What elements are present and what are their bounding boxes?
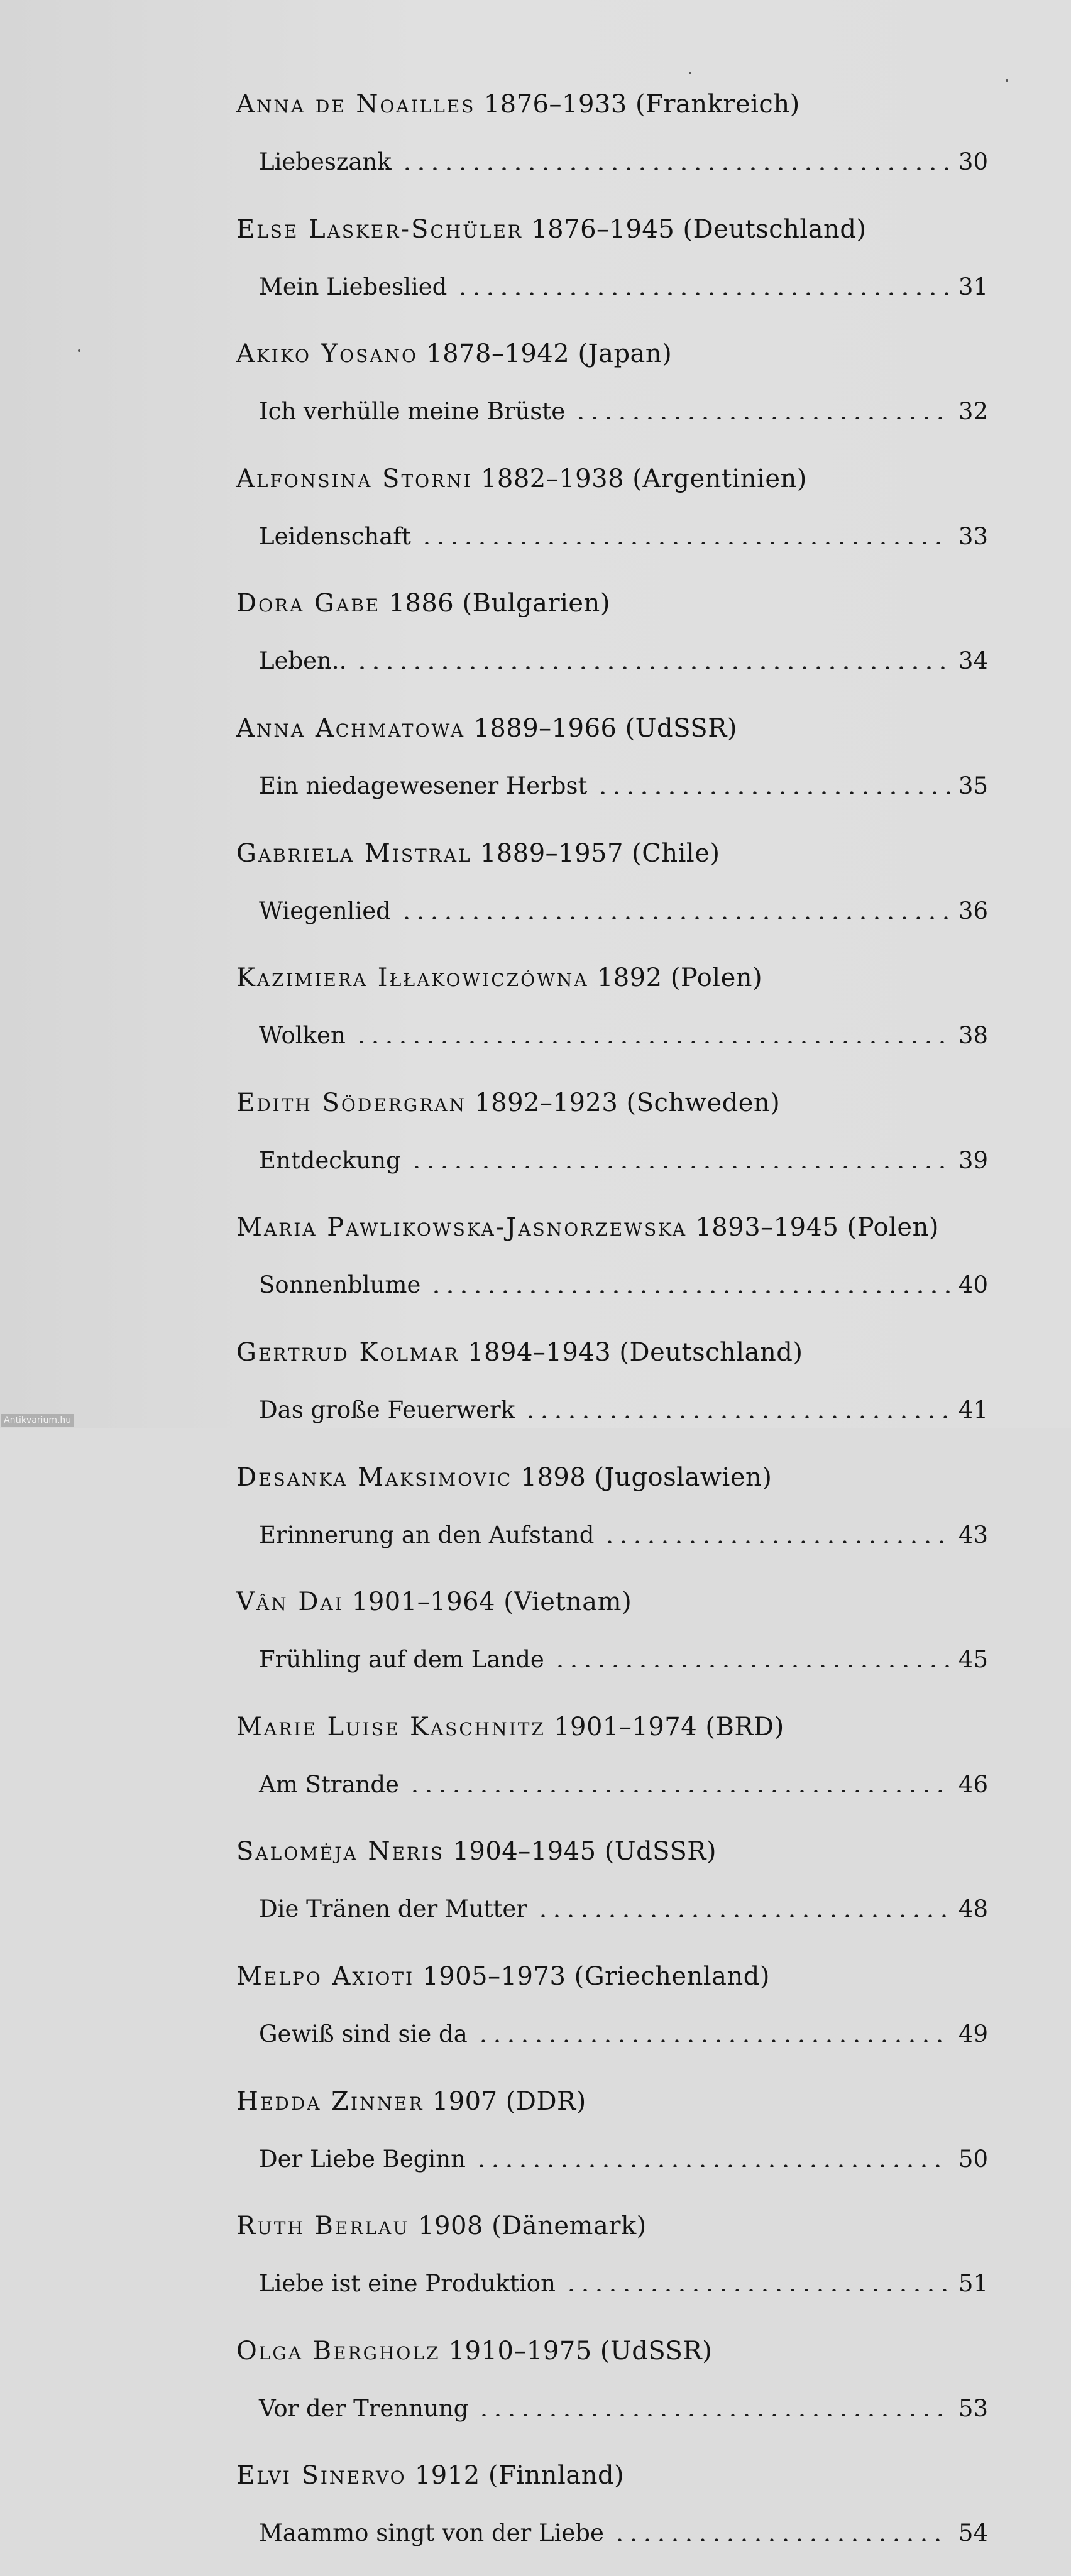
author-info: 1892–1923 (Schweden) [475, 1088, 781, 1117]
toc-entry [236, 1577, 988, 1702]
poem-title: Ich verhülle meine Brüste [259, 398, 566, 425]
poem-line[interactable] [236, 2264, 988, 2326]
paper-speck [78, 349, 80, 352]
author-info: 1892 (Polen) [596, 963, 763, 993]
poem-title: Die Tränen der Mutter [259, 1895, 527, 1923]
page-number: 33 [958, 522, 988, 550]
author-line [236, 1827, 988, 1889]
dot-leader [355, 644, 950, 669]
poem-title: Liebe ist eine Produktion [259, 2270, 556, 2298]
poem-line[interactable] [236, 2389, 988, 2451]
poem-title: Am Strande [259, 1770, 399, 1798]
poem-line[interactable] [236, 2513, 988, 2575]
dot-leader [475, 2142, 950, 2167]
author-name: Kazimiera Iłłakowiczówna [236, 963, 589, 993]
poem-title: Entdeckung [259, 1146, 401, 1174]
dot-leader [408, 1767, 950, 1792]
page-number: 51 [958, 2270, 988, 2298]
page-number: 31 [958, 273, 988, 300]
author-name: Anna Achmatowa [236, 713, 466, 743]
poem-line[interactable] [236, 1390, 988, 1452]
toc-entry [236, 579, 988, 704]
author-info: 1882–1938 (Argentinien) [480, 464, 807, 493]
poem-title: Mein Liebeslied [259, 273, 448, 300]
toc-entry [236, 704, 988, 829]
dot-leader [410, 1143, 950, 1168]
toc-entry [236, 2201, 988, 2327]
author-name: Hedda Zinner [236, 2086, 424, 2116]
author-info: 1901–1964 (Vietnam) [351, 1587, 632, 1617]
page-number: 41 [958, 1396, 988, 1423]
author-info: 1912 (Finnland) [414, 2461, 625, 2491]
poem-line[interactable] [236, 267, 988, 329]
poem-title: Liebeszank [259, 148, 392, 175]
page-number: 38 [958, 1022, 988, 1050]
toc-entry [236, 829, 988, 954]
author-line [236, 2327, 988, 2389]
dot-leader [613, 2516, 950, 2541]
dot-leader [553, 1642, 950, 1667]
dot-leader [536, 1892, 950, 1917]
poem-title: Ein niedagewesener Herbst [259, 772, 588, 799]
page-number: 43 [958, 1521, 988, 1548]
author-name: Ruth Berlau [236, 2212, 410, 2241]
author-line [236, 80, 988, 142]
poem-title: Wolken [259, 1022, 346, 1050]
author-name: Vân Dai [236, 1587, 344, 1617]
paper-speck [689, 72, 691, 74]
poem-title: Erinnerung an den Aufstand [259, 1521, 595, 1548]
dot-leader [603, 1518, 950, 1543]
author-line [236, 1203, 988, 1265]
page-number: 46 [958, 1770, 988, 1798]
paper-speck [1006, 79, 1008, 82]
toc-entry [236, 329, 988, 454]
poem-title: Frühling auf dem Lande [259, 1646, 544, 1674]
toc-entry [236, 1952, 988, 2077]
page-number: 48 [958, 1895, 988, 1923]
dot-leader [354, 1018, 950, 1043]
poem-line[interactable] [236, 1141, 988, 1203]
page-number: 45 [958, 1646, 988, 1674]
poem-line[interactable] [236, 641, 988, 703]
dot-leader [574, 394, 950, 419]
dot-leader [596, 769, 950, 794]
poem-line[interactable] [236, 142, 988, 204]
author-line [236, 205, 988, 267]
author-info: 1889–1966 (UdSSR) [473, 713, 737, 743]
author-line [236, 329, 988, 392]
toc-entry [236, 2327, 988, 2452]
poem-line[interactable] [236, 1515, 988, 1577]
toc-entry [236, 205, 988, 330]
author-name: Melpo Axioti [236, 1961, 415, 1991]
poem-line[interactable] [236, 2139, 988, 2201]
poem-title: Leben.. [259, 647, 347, 675]
author-info: 1878–1942 (Japan) [426, 339, 673, 369]
poem-line[interactable] [236, 1265, 988, 1327]
author-info: 1876–1933 (Frankreich) [483, 90, 800, 119]
page-number: 32 [958, 398, 988, 425]
author-name: Dora Gabe [236, 589, 381, 618]
poem-title: Wiegenlied [259, 897, 391, 924]
author-info: 1908 (Dänemark) [418, 2212, 647, 2241]
author-line [236, 1453, 988, 1515]
page-number: 39 [958, 1146, 988, 1174]
author-name: Salomėja Neris [236, 1837, 445, 1866]
dot-leader [524, 1393, 950, 1418]
author-name: Anna de Noailles [236, 90, 476, 119]
toc-entry [236, 80, 988, 205]
dot-leader [400, 145, 950, 170]
author-name: Maria Pawlikowska-Jasnorzewska [236, 1213, 688, 1242]
author-info: 1904–1945 (UdSSR) [453, 1837, 717, 1866]
author-name: Elvi Sinervo [236, 2461, 407, 2491]
author-name: Marie Luise Kaschnitz [236, 1712, 546, 1741]
author-line [236, 1577, 988, 1640]
author-name: Gertrud Kolmar [236, 1337, 459, 1367]
author-name: Desanka Maksimovic [236, 1462, 513, 1492]
table-of-contents [236, 80, 988, 2576]
poem-line[interactable] [236, 891, 988, 953]
author-name: Else Lasker-Schüler [236, 214, 524, 244]
poem-line[interactable] [236, 766, 988, 828]
author-line [236, 829, 988, 891]
page-number: 36 [958, 897, 988, 924]
page-number: 30 [958, 148, 988, 175]
poem-line[interactable] [236, 517, 988, 579]
toc-entry [236, 953, 988, 1078]
author-line [236, 2201, 988, 2264]
author-line [236, 579, 988, 641]
poem-line[interactable] [236, 1765, 988, 1827]
page-number: 53 [958, 2394, 988, 2422]
author-name: Alfonsina Storni [236, 464, 473, 493]
author-info: 1886 (Bulgarien) [388, 589, 610, 618]
author-line [236, 1078, 988, 1141]
poem-line[interactable] [236, 1889, 988, 1951]
author-info: 1889–1957 (Chile) [480, 838, 720, 868]
author-line [236, 1952, 988, 2014]
poem-line[interactable] [236, 392, 988, 454]
poem-title: Das große Feuerwerk [259, 1396, 515, 1423]
dot-leader [420, 519, 950, 544]
poem-title: Sonnenblume [259, 1271, 421, 1299]
author-line [236, 704, 988, 766]
poem-title: Gewiß sind sie da [259, 2020, 468, 2047]
watermark: Antikvarium.hu [1, 1414, 74, 1427]
page-number: 40 [958, 1271, 988, 1299]
author-info: 1876–1945 (Deutschland) [531, 214, 867, 244]
dot-leader [400, 894, 950, 919]
dot-leader [476, 2017, 950, 2042]
poem-line[interactable] [236, 1016, 988, 1078]
toc-entry [236, 1827, 988, 1952]
dot-leader [477, 2391, 950, 2416]
poem-title: Maammo singt von der Liebe [259, 2519, 604, 2547]
author-line [236, 2451, 988, 2513]
toc-entry [236, 1453, 988, 1578]
author-line [236, 1702, 988, 1765]
page-number: 50 [958, 2145, 988, 2173]
author-info: 1907 (DDR) [432, 2086, 586, 2116]
page-number: 54 [958, 2519, 988, 2547]
author-line [236, 953, 988, 1016]
page-number: 35 [958, 772, 988, 799]
dot-leader [429, 1268, 950, 1293]
poem-title: Vor der Trennung [259, 2394, 469, 2422]
author-info: 1901–1974 (BRD) [554, 1712, 784, 1741]
poem-line[interactable] [236, 1640, 988, 1702]
author-line [236, 1328, 988, 1390]
dot-leader [564, 2266, 950, 2291]
poem-line[interactable] [236, 2014, 988, 2076]
toc-entry [236, 2451, 988, 2576]
author-name: Edith Södergran [236, 1088, 467, 1117]
author-info: 1905–1973 (Griechenland) [422, 1961, 770, 1991]
toc-entry [236, 1203, 988, 1328]
toc-entry [236, 1328, 988, 1453]
poem-title: Leidenschaft [259, 522, 411, 550]
toc-entry [236, 1078, 988, 1203]
author-name: Akiko Yosano [236, 339, 418, 369]
author-line [236, 2077, 988, 2139]
page-number: 34 [958, 647, 988, 675]
author-line [236, 454, 988, 517]
author-info: 1898 (Jugoslawien) [520, 1462, 772, 1492]
dot-leader [456, 270, 950, 295]
page-number: 49 [958, 2020, 988, 2047]
toc-entry [236, 1702, 988, 1828]
author-info: 1894–1943 (Deutschland) [468, 1337, 803, 1367]
author-name: Olga Bergholz [236, 2336, 441, 2365]
author-name: Gabriela Mistral [236, 838, 472, 868]
author-info: 1910–1975 (UdSSR) [448, 2336, 713, 2365]
poem-title: Der Liebe Beginn [259, 2145, 466, 2173]
author-info: 1893–1945 (Polen) [695, 1213, 939, 1242]
toc-entry [236, 2077, 988, 2202]
toc-entry [236, 454, 988, 579]
